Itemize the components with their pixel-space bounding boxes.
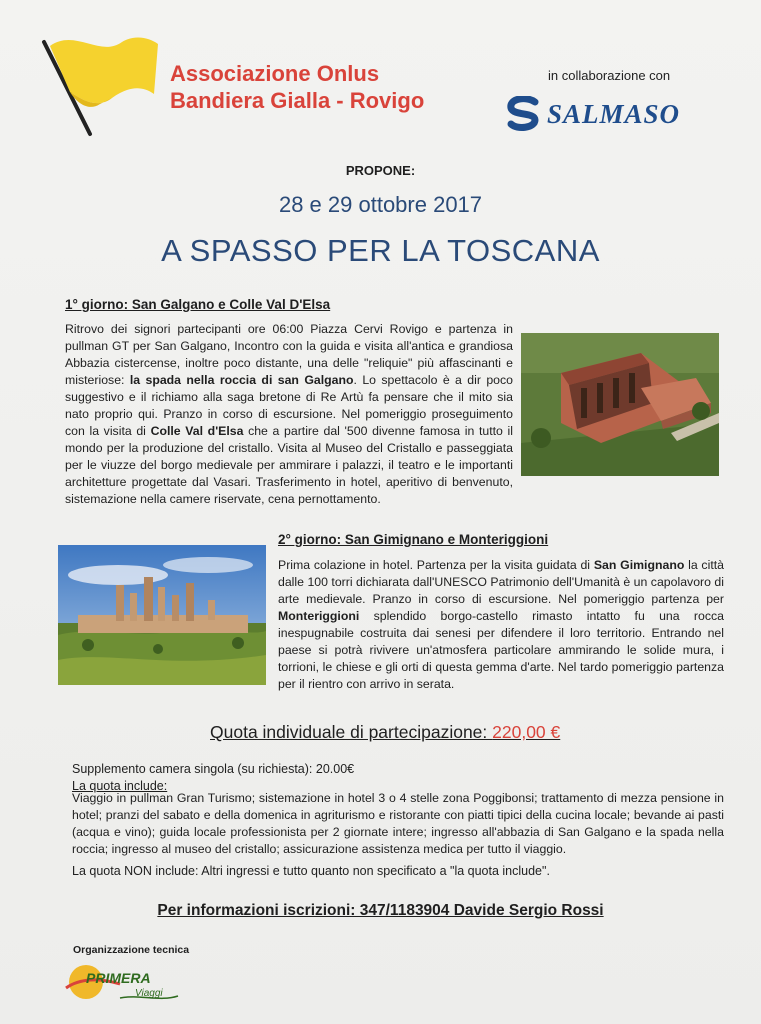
- day1-bold-colle: Colle Val d'Elsa: [150, 424, 244, 438]
- propone-label: PROPONE:: [345, 163, 416, 178]
- includes-heading: La quota include:: [72, 779, 168, 793]
- association-name: [170, 60, 424, 114]
- day2-description: [278, 557, 724, 693]
- association-line-1: Associazione Onlus: [170, 61, 380, 86]
- yellow-flag-logo: [40, 28, 160, 138]
- san-gimignano-photo: [58, 545, 266, 685]
- day1-bold-sword: la spada nella roccia di san Galgano: [129, 373, 354, 387]
- day1-description: [65, 321, 513, 508]
- salmaso-s-icon: [505, 96, 543, 132]
- day2-heading: 2° giorno: San Gimignano e Monteriggioni: [278, 532, 549, 547]
- salmaso-wordmark: SALMASO: [547, 98, 681, 129]
- day1-text-part2: . Lo spettacolo è a dir poco suggestivo e il richiamo alla saga bretone di Re Artù fa pensare che il mito sia nato proprio qui. Pranzo in corso di escursione. Nel pomeriggio proseguimento con la visita di: [65, 373, 513, 438]
- day2-text-part1: Prima colazione in hotel. Partenza per la visita guidata di: [278, 558, 594, 572]
- single-room-supplement: Supplemento camera singola (su richiesta): 20.00€: [72, 762, 355, 776]
- salmaso-logo: [505, 96, 680, 132]
- san-galgano-abbey-photo: [521, 333, 719, 476]
- primera-wordmark: PRIMERA: [86, 970, 151, 986]
- association-line-2: Bandiera Gialla - Rovigo: [170, 88, 425, 113]
- not-included-text: La quota NON include: Altri ingressi e tutto quanto non specificato a "la quota include".: [72, 864, 550, 878]
- quota-price: 220,00 €: [492, 722, 561, 742]
- includes-text: Viaggio in pullman Gran Turismo; sistemazione in hotel 3 o 4 stelle zona Poggibonsi; trattamento di mezza pensione in hotel; pranzi del sabato e della domenica in agriturismo e ristorante con piatti tipici della cucina locale; bevande ai pasti (acqua e vino); guida locale professionista per 2 giornate intere; ingresso all'abbazia di San Galgano e la spada nella roccia; ingresso al museo del cristallo; assicurazione assistenza medica per tutto il viaggio.: [72, 791, 724, 856]
- day1-heading: 1° giorno: San Galgano e Colle Val D'Elsa: [65, 297, 331, 312]
- viaggi-wordmark: Viaggi: [135, 988, 163, 999]
- day2-bold-monteriggioni: Monteriggioni: [278, 609, 360, 623]
- contact-info: Per informazioni iscrizioni: 347/1183904 Davide Sergio Rossi: [157, 902, 604, 919]
- day2-text-part2: la città dalle 100 torri dichiarata dall'UNESCO Patrimonio dell'Umanità è un capolavoro di arte medievale. Pranzo in corso di escursione. Nel pomeriggio partenza per: [278, 558, 724, 606]
- event-title: A SPASSO PER LA TOSCANA: [161, 233, 600, 268]
- organization-label: Organizzazione tecnica: [73, 944, 190, 956]
- collaboration-label: in collaborazione con: [548, 68, 671, 83]
- day1-text-part1: Ritrovo dei signori partecipanti ore 06:00 Piazza Cervi Rovigo e partenza in pullman GT per San Galgano, Incontro con la guida e visita all'antica e grandiosa Abbazia cistercense, inoltre poco distante, una delle "reliquie" più affascinanti e misteriose:: [65, 322, 513, 387]
- quota-line: [210, 722, 560, 743]
- day2-bold-san-gimignano: San Gimignano: [593, 558, 685, 572]
- quota-label: Quota individuale di partecipazione:: [210, 722, 493, 742]
- day1-text-part3: che a partire dal '500 divenne famosa in tutto il mondo per la produzione del cristallo. Visita al Museo del Cristallo e passeggiata per le viuzze del borgo medievale per ammirare i palazzi, il teatro e le importanti architetture progettate dal Vasari. Trasferimento in hotel, aperitivo di benvenuto, sistemazione nella camere riservate, cena pernottamento.: [65, 424, 513, 506]
- event-date: 28 e 29 ottobre 2017: [278, 192, 483, 217]
- day2-text-part3: splendido borgo-castello rimasto intatto fu una rocca inespugnabile costruita dai senesi per difendere il loro territorio. Entrando nel paese si potrà rivivere un'atmosfera particolare ammirando le solide mura, i torrioni, le chiese e gli orti di questa gemma d'arte. Nel tardo pomeriggio partenza per il rientro con arrivo in serata.: [278, 609, 724, 691]
